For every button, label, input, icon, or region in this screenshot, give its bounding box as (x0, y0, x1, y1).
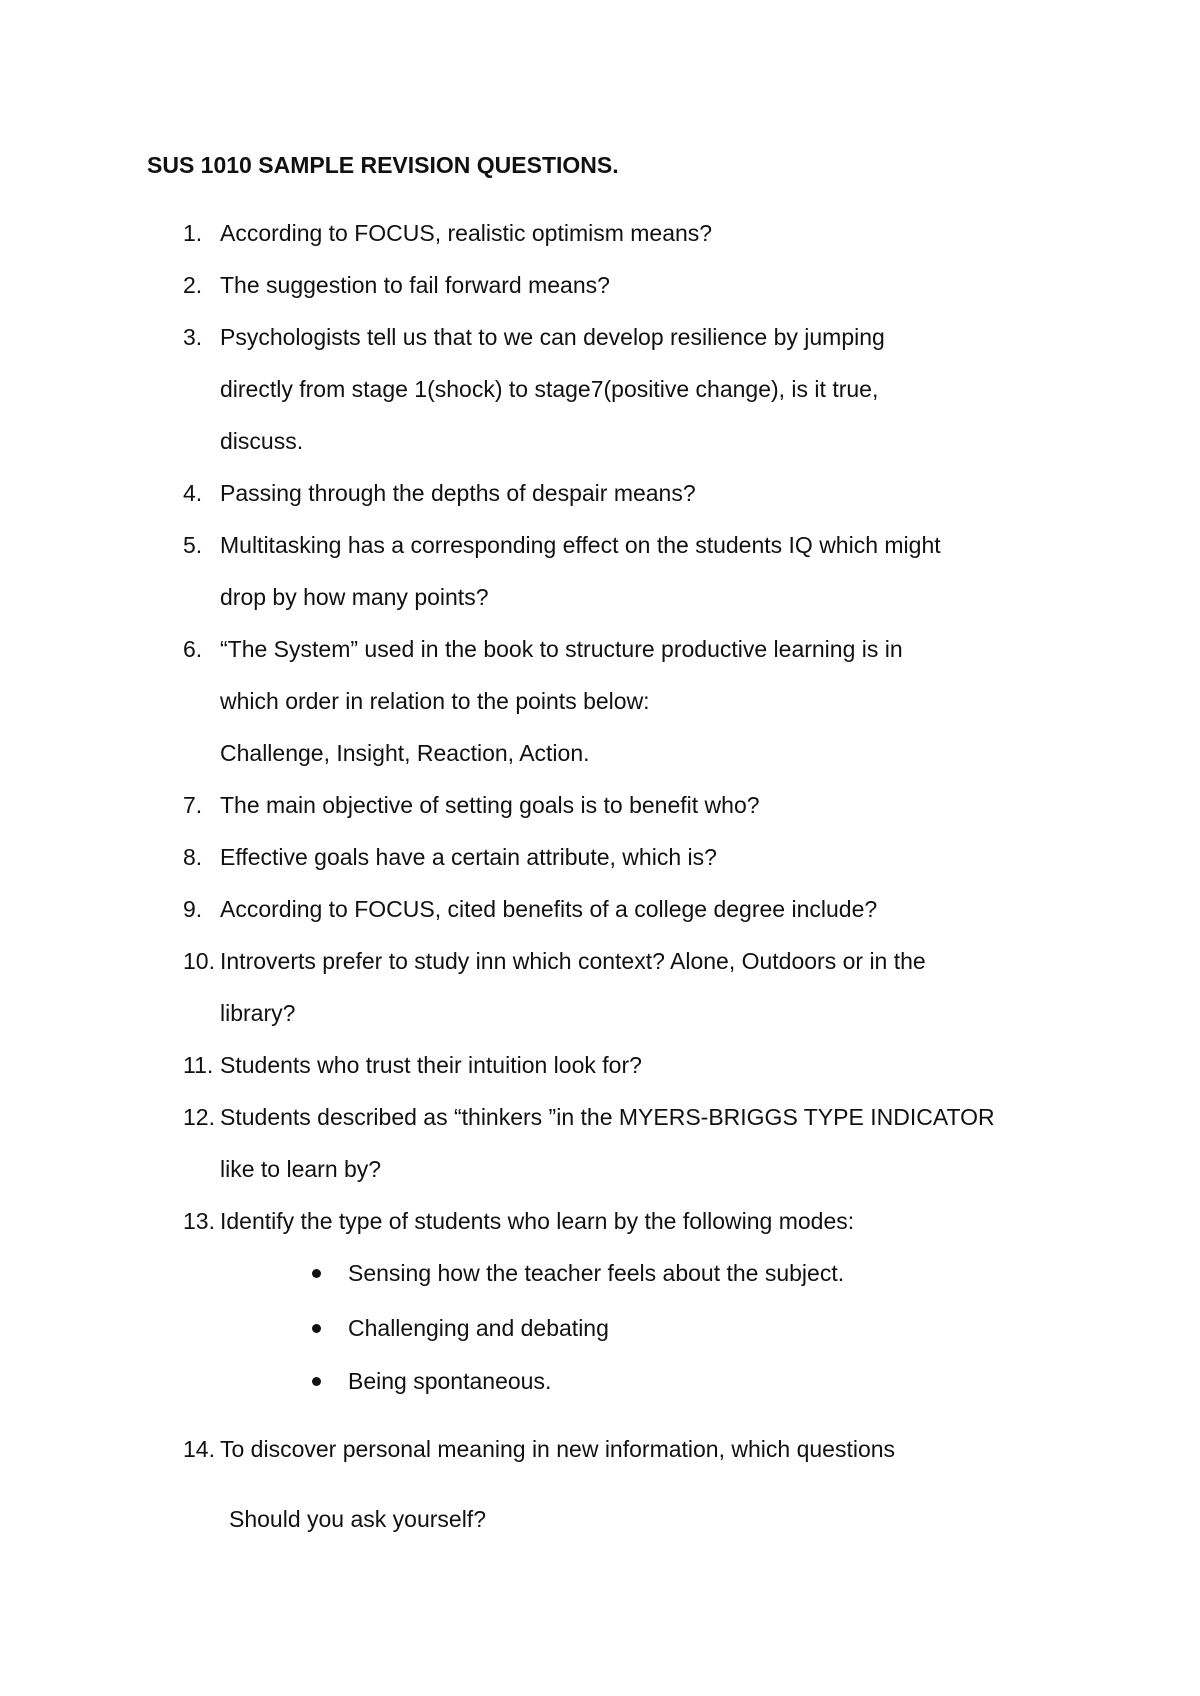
question-number: 13. (183, 1208, 215, 1234)
question-number: 6. (183, 636, 203, 662)
question-text: Students described as “thinkers ”in the MYERS-BRIGGS TYPE INDICATOR (220, 1104, 995, 1130)
question-text: To discover personal meaning in new information, which questions (220, 1436, 896, 1462)
question-number: 9. (183, 896, 203, 922)
question-text: The main objective of setting goals is to benefit who? (220, 792, 760, 818)
question-number: 11. (183, 1052, 214, 1078)
question-number: 1. (183, 220, 203, 246)
question-number: 12. (183, 1104, 215, 1130)
question-text: The suggestion to fail forward means? (220, 272, 610, 298)
question-text: Identify the type of students who learn by the following modes: (220, 1208, 855, 1234)
question-text: Psychologists tell us that to we can develop resilience by jumping (220, 324, 885, 350)
bullet-icon (312, 1324, 321, 1333)
question-text: Challenge, Insight, Reaction, Action. (220, 740, 590, 766)
question-text: which order in relation to the points below: (220, 688, 650, 714)
question-text: like to learn by? (220, 1156, 382, 1182)
page-title: SUS 1010 SAMPLE REVISION QUESTIONS. (147, 152, 619, 178)
question-number: 4. (183, 480, 203, 506)
question-number: 7. (183, 792, 203, 818)
question-text: drop by how many points? (220, 584, 489, 610)
question-number: 10. (183, 948, 215, 974)
question-text: Introverts prefer to study inn which context? Alone, Outdoors or in the (220, 948, 926, 974)
question-text: Students who trust their intuition look for? (220, 1052, 642, 1078)
bullet-text: Being spontaneous. (348, 1368, 552, 1394)
question-text: “The System” used in the book to structure productive learning is in (220, 636, 903, 662)
question-text: discuss. (220, 428, 304, 454)
question-text: According to FOCUS, realistic optimism means? (220, 220, 713, 246)
question-number: 8. (183, 844, 203, 870)
question-text: library? (220, 1000, 296, 1026)
question-text: Effective goals have a certain attribute, which is? (220, 844, 717, 870)
bullet-icon (312, 1377, 321, 1386)
question-text: According to FOCUS, cited benefits of a college degree include? (220, 896, 878, 922)
bullet-icon (312, 1269, 321, 1278)
question-text: directly from stage 1(shock) to stage7(positive change), is it true, (220, 376, 879, 402)
question-number: 3. (183, 324, 203, 350)
question-continuation: Should you ask yourself? (229, 1506, 486, 1532)
question-number: 14. (183, 1436, 215, 1462)
bullet-text: Challenging and debating (348, 1315, 609, 1341)
bullet-text: Sensing how the teacher feels about the subject. (348, 1260, 845, 1286)
question-text: Passing through the depths of despair means? (220, 480, 696, 506)
question-number: 5. (183, 532, 203, 558)
question-number: 2. (183, 272, 203, 298)
question-text: Multitasking has a corresponding effect on the students IQ which might (220, 532, 941, 558)
